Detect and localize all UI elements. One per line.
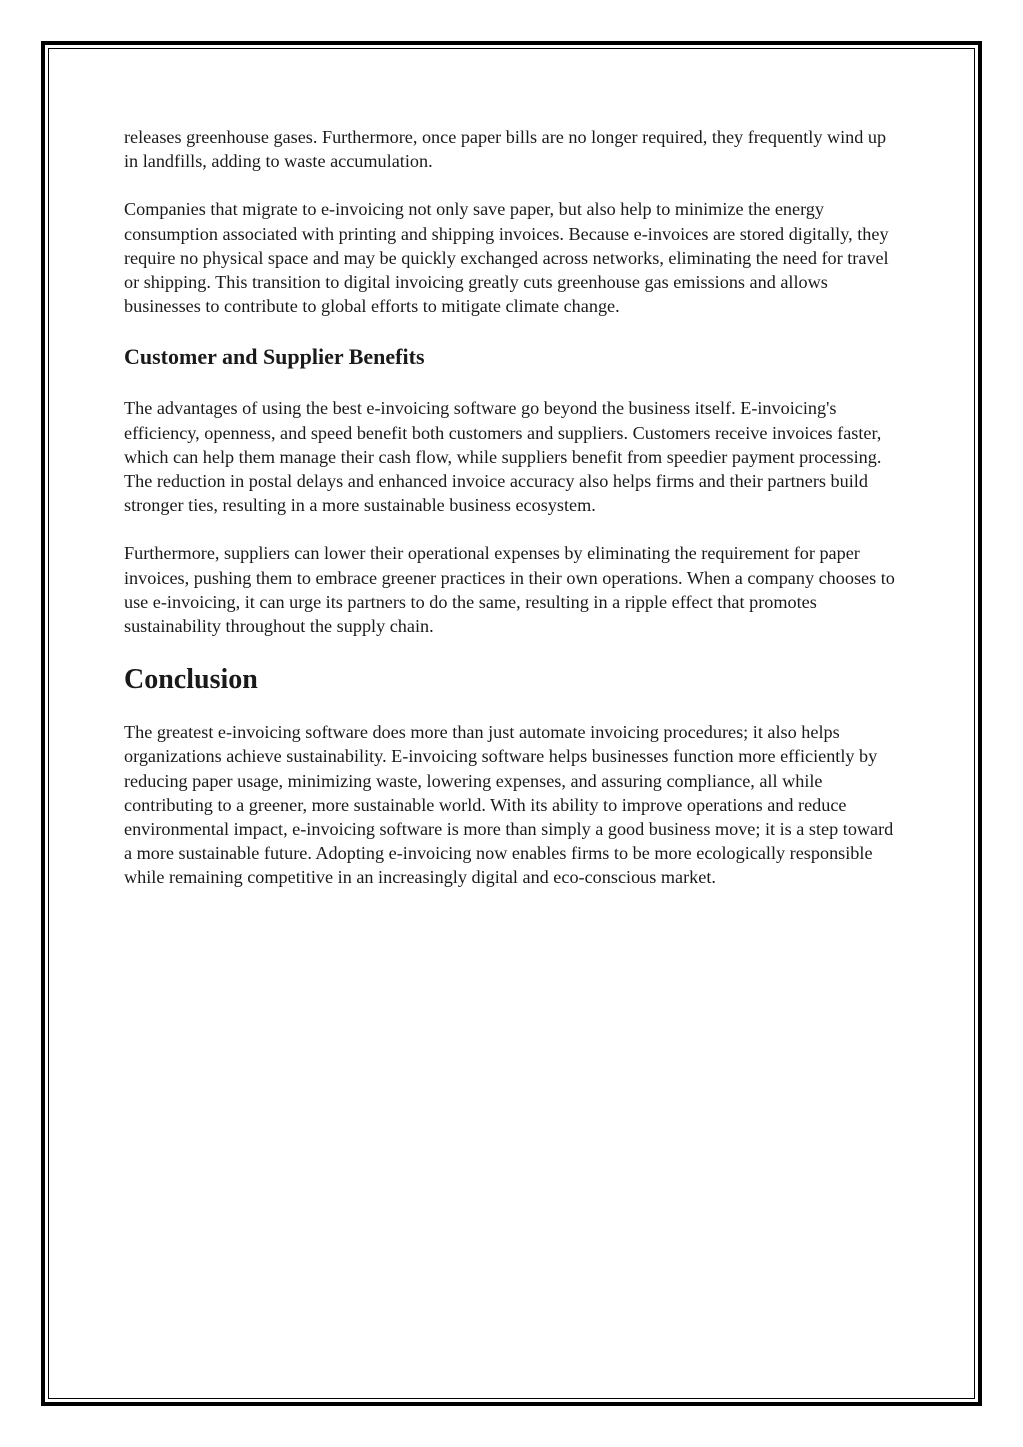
document-body: [124, 125, 904, 914]
paragraph-intro-1: releases greenhouse gases. Furthermore, once paper bills are no longer required, they frequently wind up in landfills, adding to waste accumulation.: [124, 127, 887, 172]
paragraph-intro-2: Companies that migrate to e-invoicing not only save paper, but also help to minimize the energy consumption associated with printing and shipping invoices. Because e-invoices are stored digitally, they require no physical space and may be quickly exchanged across networks, eliminating the need for travel or shipping. This transition to digital invoicing greatly cuts greenhouse gas emissions and allows businesses to contribute to global efforts to mitigate climate change.: [124, 199, 889, 317]
paragraph-conclusion-1: The greatest e-invoicing software does more than just automate invoicing procedures; it also helps organizations achieve sustainability. E-invoicing software helps businesses function more efficiently by reducing paper usage, minimizing waste, lowering expenses, and assuring compliance, all while contributing to a greener, more sustainable world. With its ability to improve operations and reduce environmental impact, e-invoicing software is more than simply a good business move; it is a step toward a more sustainable future. Adopting e-invoicing now enables firms to be more ecologically responsible while remaining competitive in an increasingly digital and eco-conscious market.: [124, 722, 894, 888]
paragraph-customer-2: Furthermore, suppliers can lower their operational expenses by eliminating the requirement for paper invoices, pushing them to embrace greener practices in their own operations. When a company chooses to use e-invoicing, it can urge its partners to do the same, resulting in a ripple effect that promotes sustainability throughout the supply chain.: [124, 543, 895, 637]
paragraph-customer-1: The advantages of using the best e-invoicing software go beyond the business itself. E-invoicing's efficiency, openness, and speed benefit both customers and suppliers. Customers receive invoices faster, which can help them manage their cash flow, while suppliers benefit from speedier payment processing. The reduction in postal delays and enhanced invoice accuracy also helps firms and their partners build stronger ties, resulting in a more sustainable business ecosystem.: [124, 398, 882, 516]
heading-conclusion: Conclusion: [124, 664, 258, 696]
heading-customer-supplier-benefits: Customer and Supplier Benefits: [124, 344, 425, 370]
